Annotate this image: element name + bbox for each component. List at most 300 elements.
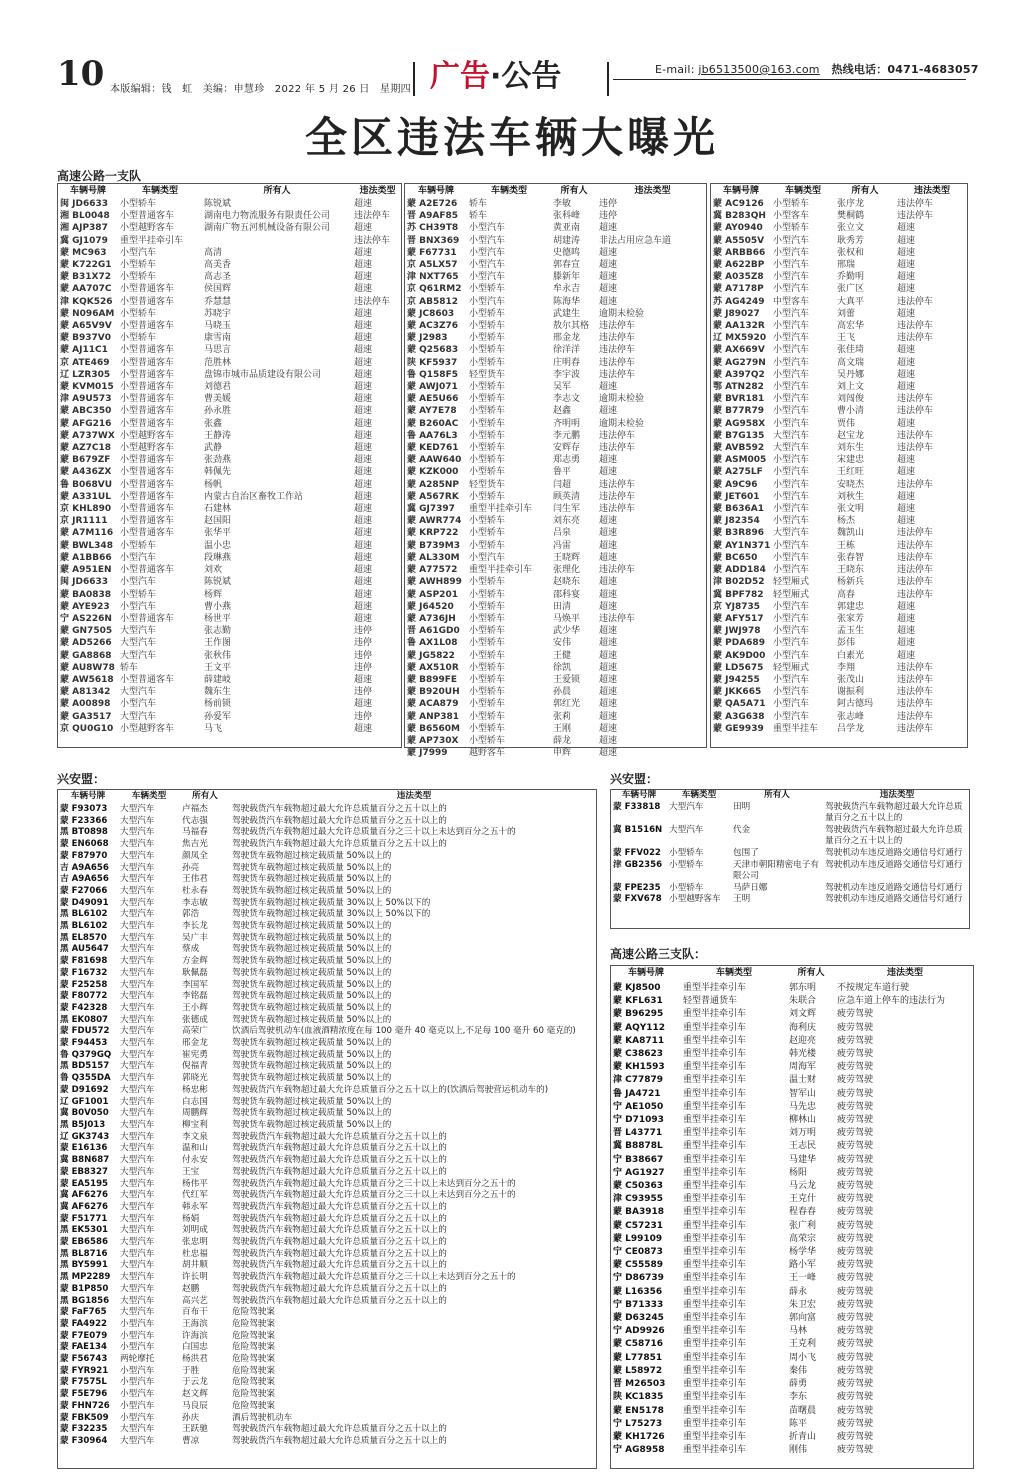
plate-cell: 苏 CH39T8 — [407, 223, 459, 234]
plate-cell: 辽 MX5920 — [713, 333, 767, 344]
owner-cell: 高美香 — [204, 260, 232, 271]
vehicle-type-cell: 小型普通客车 — [120, 394, 175, 405]
violation-cell: 违法停车 — [897, 443, 934, 454]
violation-cell: 驾驶货车载物超过核定载质量 50%以上的 — [232, 874, 392, 885]
plate-cell: 蒙 BWL348 — [60, 540, 113, 551]
table-row — [711, 247, 969, 259]
vehicle-type-cell: 重型半挂牵引车 — [683, 1365, 747, 1376]
violation-cell: 疲劳驾驶 — [837, 1247, 874, 1258]
owner-cell: 马建华 — [789, 1154, 817, 1165]
owner-cell — [202, 235, 352, 247]
table-row — [711, 235, 969, 247]
violation-cell: 超速 — [897, 247, 916, 258]
table-row — [58, 1366, 598, 1378]
vehicle-type-cell: 大型汽车 — [120, 932, 155, 943]
col-plate: 车辆号牌 — [621, 790, 657, 800]
plate-cell: 蒙 A65V9V — [60, 321, 112, 332]
violation-cell: 超速 — [354, 357, 373, 368]
violation-cell: 违法停车 — [897, 687, 934, 698]
violation-cell: 驾驶载货汽车载物超过最大允许总质量百分之五十以上的 — [232, 1166, 447, 1177]
table-row — [58, 332, 403, 344]
violation-cell: 违法停车 — [897, 662, 934, 673]
vehicle-type-cell: 小型汽车 — [120, 1400, 155, 1411]
violation-cell: 违法停车 — [897, 723, 934, 734]
table-row — [611, 1088, 975, 1101]
table-row — [405, 466, 708, 478]
owner-cell: 宋建忠 — [837, 455, 865, 466]
vehicle-type-cell: 小型普通客车 — [120, 528, 175, 539]
section-title-dot: · — [490, 59, 502, 94]
vehicle-type-cell: 大型汽车 — [120, 1260, 155, 1271]
table-row — [711, 210, 969, 222]
violation-cell: 违法停车 — [897, 211, 934, 222]
vehicle-type-cell: 轻型货车 — [469, 369, 506, 380]
owner-cell: 张理化 — [553, 565, 581, 576]
table-row — [58, 1260, 598, 1272]
table-row — [711, 625, 969, 637]
table-row — [711, 613, 969, 625]
owner-cell: 智军山 — [789, 1088, 817, 1099]
plate-cell: 蒙 D49091 — [60, 897, 109, 908]
vehicle-type-cell: 大型汽车 — [120, 1213, 155, 1224]
panel-highway-1b — [404, 183, 707, 759]
table-row — [405, 564, 708, 576]
vehicle-type-cell: 小型轿车 — [469, 674, 506, 685]
plate-cell: 蒙 A285NP — [407, 479, 460, 490]
plate-cell: 京 JR1111 — [60, 516, 108, 527]
plate-cell: 辽 LZR305 — [60, 369, 111, 380]
violation-cell: 危险驾驶案 — [232, 1330, 275, 1341]
plate-cell: 蒙 F93073 — [60, 804, 108, 814]
plate-cell: 鲁 AA76L3 — [407, 430, 458, 441]
violation-cell: 超速 — [897, 369, 916, 380]
owner-cell: 李志文 — [553, 394, 581, 405]
plate-cell: 蒙 AY1N371 — [713, 540, 771, 551]
table-header-row — [711, 184, 969, 198]
owner-cell: 孙亮 — [182, 862, 200, 873]
violation-cell: 疲劳驾驶 — [837, 1299, 874, 1310]
plate-cell: 蒙 ARBB66 — [713, 247, 766, 258]
plate-cell: 蒙 AK9D00 — [713, 650, 766, 661]
plate-cell: 冀 B0V050 — [60, 1108, 109, 1119]
vehicle-type-cell: 大型汽车 — [120, 1190, 155, 1201]
violation-cell: 驾驶货车载物超过核定载质量 50%以上的 — [232, 1108, 392, 1119]
table-row — [58, 210, 403, 222]
violation-cell: 超速 — [599, 748, 618, 759]
col-type: 车辆类型 — [681, 790, 717, 800]
vehicle-type-cell: 小型汽车 — [773, 260, 810, 271]
owner-cell: 杨帆 — [204, 479, 223, 490]
table-row — [405, 491, 708, 503]
vehicle-type-cell: 小型轿车 — [469, 418, 506, 429]
table-row — [611, 1206, 975, 1219]
plate-cell: 冀 BPF782 — [713, 589, 764, 600]
violation-cell: 超速 — [599, 467, 618, 478]
table-row — [711, 515, 969, 527]
owner-cell: 刘东生 — [837, 443, 865, 454]
owner-cell: 朱卫宏 — [789, 1299, 817, 1310]
violation-cell: 违法停车 — [897, 333, 934, 344]
vehicle-type-cell: 小型汽车 — [469, 247, 506, 258]
table-row — [58, 980, 598, 992]
violation-cell: 违法停车 — [897, 199, 934, 209]
violation-cell: 疲劳驾驶 — [837, 1009, 874, 1020]
owner-cell: 孙永胜 — [204, 406, 232, 417]
owner-cell: 马云龙 — [789, 1181, 817, 1192]
owner-cell: 海利庆 — [789, 1022, 817, 1033]
violation-cell: 疲劳驾驶 — [837, 1379, 874, 1390]
owner-cell: 李文泉 — [182, 1131, 208, 1142]
owner-cell: 高兴艺 — [182, 1295, 208, 1306]
violation-cell: 超速 — [599, 626, 618, 637]
panel-xingan-2 — [610, 789, 970, 929]
owner-cell: 方金辉 — [182, 956, 208, 967]
plate-cell: 蒙 A77572 — [407, 565, 458, 576]
table-row — [58, 198, 403, 210]
plate-cell: 宁 AS226N — [60, 613, 112, 624]
violation-cell: 超速 — [354, 491, 373, 502]
table-row — [611, 1048, 975, 1061]
violation-cell: 逾期未检验 — [599, 418, 645, 429]
owner-cell: 杨伟平 — [182, 1178, 208, 1189]
table-row — [58, 515, 403, 527]
vehicle-type-cell: 小型越野客车 — [120, 430, 175, 441]
table-row — [711, 466, 969, 478]
plate-cell: 蒙 GN7505 — [60, 626, 113, 637]
violation-cell: 驾驶载货汽车载物超过最大允许总质量百分之五十以上的 — [232, 1248, 447, 1259]
owner-cell: 吕学龙 — [837, 723, 865, 734]
vehicle-type-cell: 重型半挂牵引车 — [683, 1049, 747, 1060]
owner-cell: 杨辉 — [204, 589, 223, 600]
owner-cell: 颜凤全 — [182, 850, 208, 861]
plate-cell: 蒙 BA0838 — [60, 589, 112, 600]
owner-cell: 耿秀芳 — [837, 235, 865, 246]
owner-cell: 郭春宣 — [553, 260, 581, 271]
table-row — [711, 320, 969, 332]
owner-cell: 魏东生 — [204, 687, 232, 698]
violation-cell: 驾驶载货汽车载物超过最大允许总质量百分之五十以上的 — [232, 1237, 447, 1248]
table-row — [58, 1237, 598, 1249]
table-row — [405, 589, 708, 601]
col-violation: 违法类型 — [396, 791, 432, 802]
violation-cell: 不按规定车道行驶 — [837, 983, 910, 993]
plate-cell: 蒙 ADD184 — [713, 565, 766, 576]
owner-cell: 卢福杰 — [182, 804, 208, 814]
group-label-xingan-2: 兴安盟： — [610, 772, 659, 786]
plate-cell: 辽 GF1001 — [60, 1096, 109, 1107]
owner-cell: 薛勇 — [789, 1379, 808, 1390]
violation-cell: 违法停车 — [599, 430, 636, 441]
owner-cell: 王文平 — [204, 662, 232, 673]
violation-cell: 违停 — [354, 626, 373, 637]
table-row — [58, 1202, 598, 1214]
vehicle-type-cell: 小型客车 — [773, 211, 810, 222]
vehicle-type-cell: 小型普通客车 — [120, 491, 175, 502]
violation-cell: 疲劳驾驶 — [837, 1418, 874, 1429]
violation-cell: 超速 — [599, 223, 618, 234]
violation-cell: 超速 — [599, 260, 618, 271]
vehicle-type-cell: 小型汽车 — [120, 552, 157, 563]
table-row — [58, 259, 403, 271]
vehicle-type-cell: 小型汽车 — [773, 491, 810, 502]
owner-cell: 刘上文 — [837, 382, 865, 393]
plate-cell: 蒙 EB6586 — [60, 1237, 108, 1248]
plate-cell: 蒙 EN6068 — [60, 839, 109, 850]
table-row — [711, 332, 969, 344]
table-row — [405, 454, 708, 466]
table-row — [58, 827, 598, 839]
plate-cell: 陕 KC1835 — [613, 1392, 664, 1403]
violation-cell: 超速 — [897, 345, 916, 356]
owner-cell: 陈海华 — [553, 296, 581, 307]
plate-cell: 蒙 LD5675 — [713, 662, 764, 673]
violation-cell: 超速 — [599, 638, 618, 649]
owner-cell: 王宝 — [182, 1166, 200, 1177]
vehicle-type-cell: 小型轿车 — [669, 847, 704, 858]
table-row — [58, 1342, 598, 1354]
plate-cell: 黑 EK0807 — [60, 1014, 109, 1025]
vehicle-type-cell: 大型汽车 — [120, 1178, 155, 1189]
vehicle-type-cell: 重型半挂牵引车 — [683, 1286, 747, 1297]
table-row — [58, 320, 403, 332]
vehicle-type-cell: 大型汽车 — [120, 862, 155, 873]
plate-cell: 蒙 F67731 — [407, 247, 457, 258]
vehicle-type-cell: 重型半挂车 — [773, 723, 819, 734]
vehicle-type-cell: 大型汽车 — [120, 1061, 155, 1072]
vehicle-type-cell: 大型汽车 — [120, 1096, 155, 1107]
owner-cell: 张广利 — [789, 1220, 817, 1231]
plate-cell: 冀 B8N687 — [60, 1155, 110, 1166]
table-row — [58, 1424, 598, 1436]
violation-cell: 驾驶载货汽车载物超过最大允许总质量百分之五十以上的 — [825, 824, 963, 847]
plate-cell: 冀 GJ7397 — [407, 504, 455, 515]
vehicle-type-cell: 小型轿车 — [469, 626, 506, 637]
owner-cell: 柳宝利 — [182, 1119, 208, 1130]
vehicle-type-cell: 小型普通客车 — [120, 357, 175, 368]
plate-cell: 蒙 A035Z8 — [713, 272, 764, 283]
vehicle-type-cell: 小型普通客车 — [120, 418, 175, 429]
table-header-row — [405, 184, 708, 198]
plate-cell: 冀 B1516N — [613, 824, 663, 835]
vehicle-type-cell: 重型半挂牵引车 — [469, 504, 533, 515]
vehicle-type-cell: 重型半挂牵引车 — [683, 1405, 747, 1416]
col-violation: 违法类型 — [634, 185, 671, 196]
table-row — [58, 1214, 598, 1226]
headline: 全区违法车辆大曝光 — [304, 113, 719, 162]
vehicle-type-cell: 轻型厢式 — [773, 662, 810, 673]
plate-cell: 津 B02D52 — [713, 577, 765, 588]
vehicle-type-cell: 小型汽车 — [469, 260, 506, 271]
plate-cell: 蒙 AJ11C1 — [60, 345, 108, 356]
vehicle-type-cell: 小型普通客车 — [120, 479, 175, 490]
table-row — [711, 405, 969, 417]
violation-cell: 超速 — [354, 418, 373, 429]
owner-cell: 乔慧慧 — [204, 296, 232, 307]
owner-cell: 赵文辉 — [182, 1389, 208, 1400]
owner-cell: 刘闯俊 — [837, 394, 865, 405]
vehicle-type-cell: 小型汽车 — [773, 687, 810, 698]
vehicle-type-cell: 小型轿车 — [469, 455, 506, 466]
violation-cell: 违法停车 — [599, 345, 636, 356]
violation-cell: 驾驶机动车违反道路交通信号灯通行 — [825, 882, 963, 893]
vehicle-type-cell: 大型汽车 — [120, 1084, 155, 1095]
table-row — [58, 686, 403, 698]
owner-cell: 韩永军 — [182, 1201, 208, 1212]
table-row — [611, 1418, 975, 1431]
vehicle-type-cell: 重型半挂牵引车 — [683, 1101, 747, 1112]
vehicle-type-cell: 大型汽车 — [120, 711, 157, 722]
vehicle-type-cell: 小型汽车 — [469, 296, 506, 307]
plate-cell: 蒙 ABC350 — [60, 406, 112, 417]
violation-cell: 疲劳驾驶 — [837, 1326, 874, 1337]
violation-cell: 超速 — [897, 260, 916, 271]
vehicle-type-cell: 小型轿车 — [469, 394, 506, 405]
violation-cell: 超速 — [354, 699, 373, 710]
owner-cell: 吴广丰 — [182, 932, 208, 943]
table-row — [611, 1391, 975, 1404]
owner-cell: 马思言 — [204, 345, 232, 356]
vehicle-type-cell: 小型汽车 — [773, 333, 810, 344]
plate-cell: 黑 EL8570 — [60, 932, 107, 943]
owner-cell: 刚伟 — [789, 1445, 808, 1456]
violation-cell: 驾驶载货汽车载物超过最大允许总质量百分之五十以上的 — [232, 815, 447, 826]
vehicle-type-cell: 小型汽车 — [773, 711, 810, 722]
violation-cell: 违法停车 — [897, 577, 934, 588]
table-row — [58, 430, 403, 442]
table-row — [711, 552, 969, 564]
plate-cell: 蒙 EN5178 — [613, 1405, 664, 1416]
table-row — [58, 1389, 598, 1401]
vehicle-type-cell: 小型轿车 — [469, 333, 506, 344]
violation-cell: 驾驶货车载物超过核定载质量 50%以上的 — [232, 944, 392, 955]
table-row — [711, 564, 969, 576]
table-row — [711, 393, 969, 405]
plate-cell: 辽 GK3743 — [60, 1131, 110, 1142]
owner-cell: 王红旺 — [837, 467, 865, 478]
plate-cell: 津 GB2356 — [613, 859, 663, 870]
owner-cell: 刘秋生 — [837, 491, 865, 502]
table-row — [611, 1405, 975, 1418]
plate-cell: 冀 B8878L — [613, 1141, 663, 1152]
violation-cell: 超速 — [599, 540, 618, 551]
owner-cell: 邢瑞 — [837, 260, 856, 271]
violation-cell: 超速 — [354, 333, 373, 344]
owner-cell: 赵鑫 — [553, 406, 572, 417]
violation-cell: 超速 — [354, 552, 373, 563]
violation-cell: 疲劳驾驶 — [837, 1273, 874, 1284]
table-row — [711, 686, 969, 698]
owner-cell: 焦吉光 — [182, 839, 208, 850]
vehicle-type-cell: 小型普通客车 — [120, 369, 175, 380]
table-body — [611, 982, 975, 1457]
vehicle-type-cell: 大型汽车 — [120, 1143, 155, 1154]
owner-cell: 张序龙 — [837, 199, 865, 209]
owner-cell: 李敏 — [553, 199, 572, 209]
owner-cell: 王飞 — [837, 333, 856, 344]
owner-cell: 杨娟 — [182, 1213, 200, 1224]
owner-cell: 王作图 — [204, 638, 232, 649]
vehicle-type-cell: 小型汽车 — [773, 382, 810, 393]
table-row — [711, 259, 969, 271]
table-row — [58, 662, 403, 674]
masthead — [0, 0, 1024, 100]
owner-cell: 冯雷 — [553, 540, 572, 551]
plate-cell: 鲁 Q379GQ — [60, 1049, 112, 1060]
plate-cell: 蒙 J94255 — [713, 674, 760, 685]
violation-cell: 超速 — [897, 626, 916, 637]
plate-cell: 津 A9U573 — [60, 394, 112, 405]
plate-cell: 冀 AF6276 — [60, 1201, 109, 1212]
vehicle-type-cell: 轻型货车 — [469, 479, 506, 490]
owner-cell: 刘明成 — [182, 1225, 208, 1236]
violation-cell: 超速 — [354, 467, 373, 478]
vehicle-type-cell: 重型半挂牵引车 — [683, 1088, 747, 1099]
vehicle-type-cell: 小型越野客车 — [120, 223, 175, 234]
table-row — [611, 1220, 975, 1233]
table-row — [405, 625, 708, 637]
owner-cell: 康雪南 — [204, 333, 232, 344]
table-row — [405, 527, 708, 539]
plate-cell: 蒙 AE5U66 — [407, 394, 459, 405]
owner-cell: 谢振利 — [837, 687, 865, 698]
violation-cell: 超速 — [599, 601, 618, 612]
plate-cell: 蒙 A275LF — [713, 467, 763, 478]
plate-cell: 宁 AG8958 — [613, 1445, 665, 1456]
vehicle-type-cell: 小型汽车 — [773, 613, 810, 624]
plate-cell: 黑 BD5157 — [60, 1061, 110, 1072]
table-row — [611, 1352, 975, 1365]
vehicle-type-cell: 大型汽车 — [120, 1155, 155, 1166]
plate-cell: 蒙 B96295 — [613, 1009, 664, 1020]
table-row — [711, 698, 969, 710]
table-row — [611, 1299, 975, 1312]
owner-cell: 吴丹娜 — [837, 369, 865, 380]
col-type: 车辆类型 — [490, 185, 527, 196]
table-row — [58, 527, 403, 539]
table-row — [611, 883, 971, 895]
plate-cell: 蒙 KZK000 — [407, 467, 459, 478]
violation-table-highway-3 — [611, 966, 975, 1457]
plate-cell: 蒙 GE9939 — [713, 723, 764, 734]
table-row — [405, 515, 708, 527]
table-row — [58, 1085, 598, 1097]
table-row — [58, 1167, 598, 1179]
plate-cell: 京 QU0G10 — [60, 723, 114, 734]
violation-cell: 疲劳驾驶 — [837, 1260, 874, 1271]
vehicle-type-cell: 越野客车 — [469, 748, 506, 759]
vehicle-type-cell: 小型汽车 — [773, 601, 810, 612]
owner-cell: 王一峰 — [789, 1273, 817, 1284]
violation-cell: 驾驶载货汽车载物超过最大允许总质量百分之五十以上的 — [232, 1143, 447, 1154]
vehicle-type-cell: 小型汽车 — [773, 516, 810, 527]
vehicle-type-cell: 大型汽车 — [120, 991, 155, 1002]
table-row — [58, 1319, 598, 1331]
owner-cell: 刘德君 — [204, 382, 232, 393]
owner-cell: 代志强 — [182, 815, 208, 826]
vehicle-type-cell: 小型轿车 — [469, 430, 506, 441]
owner-cell: 杨世平 — [204, 613, 232, 624]
vehicle-type-cell: 小型普通客车 — [120, 467, 175, 478]
table-row — [405, 735, 708, 747]
email-link[interactable]: jb6513500@163.com — [698, 63, 820, 76]
plate-cell: 蒙 GA3517 — [60, 711, 112, 722]
table-row — [611, 1127, 975, 1140]
table-row — [58, 991, 598, 1003]
table-row — [58, 479, 403, 491]
violation-cell: 违法停车 — [354, 296, 391, 307]
table-row — [58, 909, 598, 921]
table-row — [611, 848, 971, 860]
